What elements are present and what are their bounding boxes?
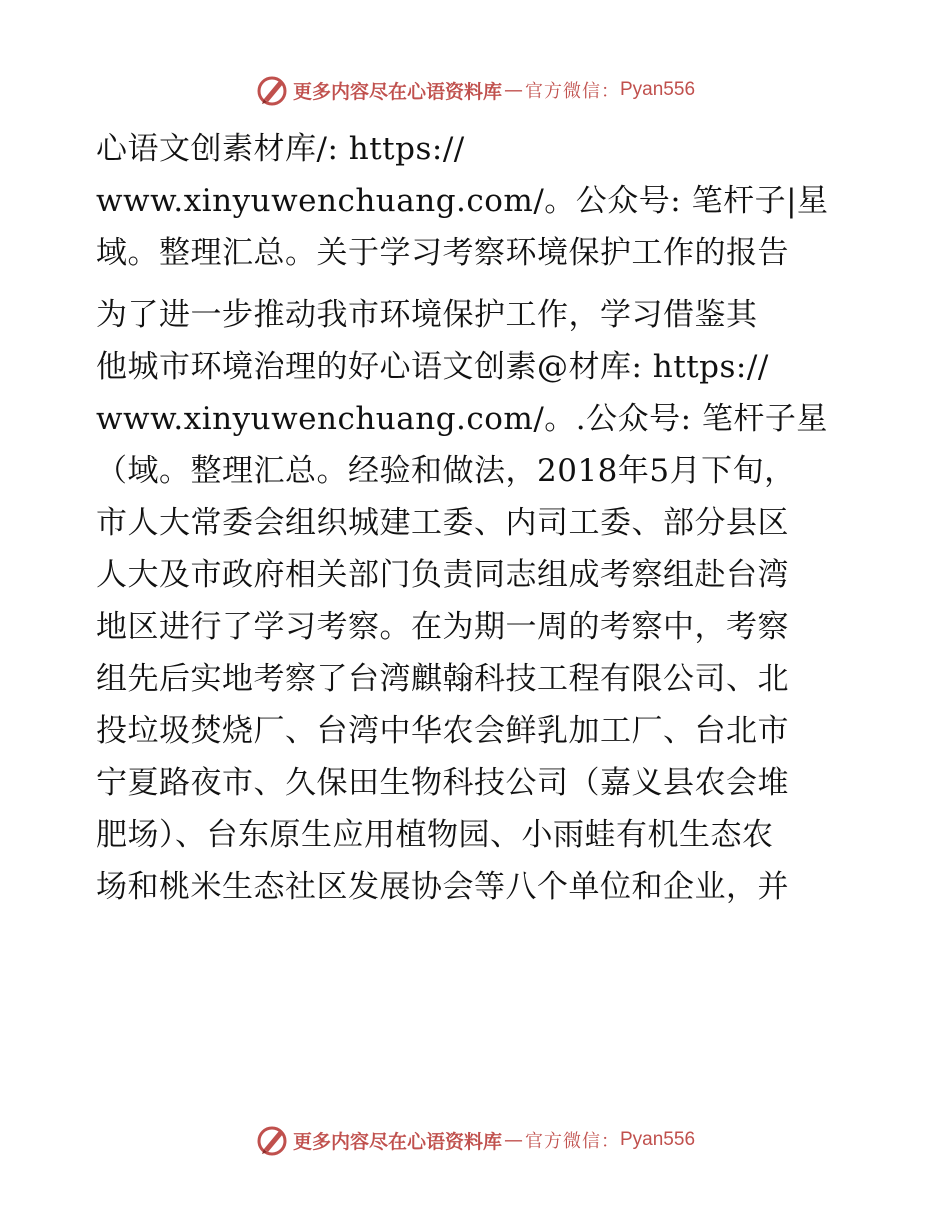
text-line: 市人大常委会组织城建工委、内司工委、部分县区 (96, 505, 789, 541)
banner-wechat-label: 官方微信： (525, 81, 620, 102)
text-line: 肥场）、台东原生应用植物园、小雨蛙有机生态农 (96, 817, 774, 853)
text-line: 人大及市政府相关部门负责同志组成考察组赴台湾 (96, 557, 789, 593)
text-line: 心语文创素材库/: https:// (96, 131, 465, 167)
document-body (96, 123, 856, 913)
banner-wechat-id: Pyan556 (620, 1129, 696, 1150)
text-line: 为了进一步推动我市环境保护工作，学习借鉴其 (96, 297, 758, 333)
paragraph-2 (96, 289, 856, 913)
text-line: www.xinyuwenchuang.com/。.公众号: 笔杆子星 (96, 401, 828, 437)
banner-wechat-label: 官方微信： (525, 1131, 620, 1152)
pen-logo-icon (255, 1123, 289, 1157)
text-line: www.xinyuwenchuang.com/。公众号: 笔杆子|星 (96, 183, 829, 219)
banner-main-text: 更多内容尽在心语资料库 (292, 80, 502, 103)
text-line: 宁夏路夜市、久保田生物科技公司（嘉义县农会堆 (96, 765, 789, 801)
paragraph-1 (96, 123, 856, 279)
text-line: 他城市环境治理的好心语文创素@材库: https:// (96, 349, 769, 385)
footer-banner (0, 1120, 950, 1160)
text-line: （域。整理汇总。经验和做法，2018年5月下旬， (96, 453, 796, 489)
text-line: 域。整理汇总。关于学习考察环境保护工作的报告 (96, 235, 789, 271)
paragraph-gap (96, 279, 856, 289)
banner-main-text: 更多内容尽在心语资料库 (292, 1130, 502, 1153)
text-line: 地区进行了学习考察。在为期一周的考察中，考察 (96, 609, 789, 645)
text-line: 投垃圾焚烧厂、台湾中华农会鲜乳加工厂、台北市 (96, 713, 789, 749)
banner-wechat-id: Pyan556 (620, 79, 696, 100)
text-line: 组先后实地考察了台湾麒翰科技工程有限公司、北 (96, 661, 789, 697)
header-banner (0, 70, 950, 110)
banner-separator: — (504, 79, 523, 101)
text-line: 场和桃米生态社区发展协会等八个单位和企业，并 (96, 869, 789, 905)
pen-logo-icon (255, 73, 289, 107)
banner-separator: — (504, 1129, 523, 1151)
